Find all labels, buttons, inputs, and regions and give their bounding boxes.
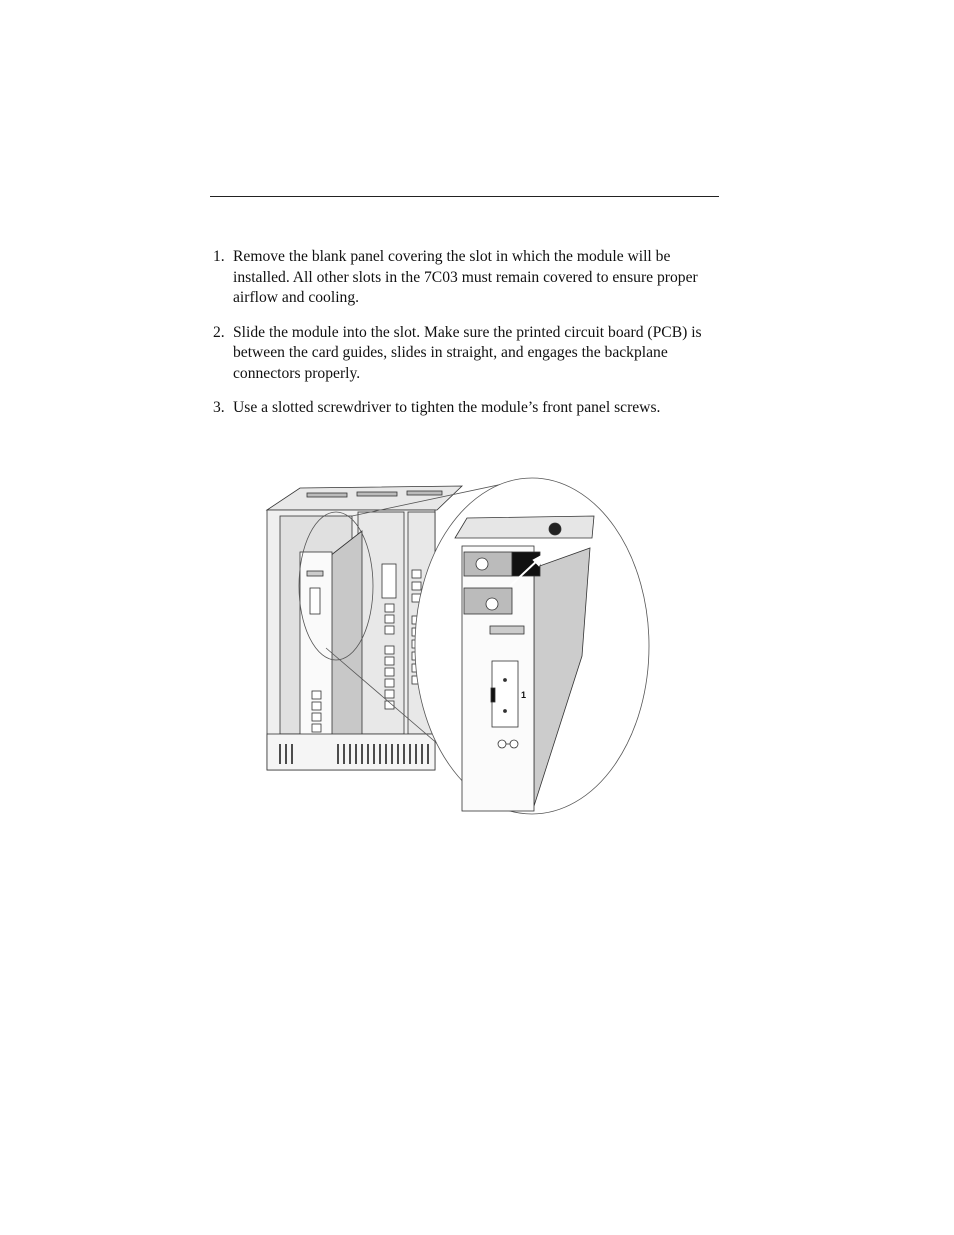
- step-text: Slide the module into the slot. Make sure the printed circuit board (PCB) is between the card guides, slides in straight, and engages the backplane connectors properly.: [233, 323, 702, 382]
- screw-head: [486, 598, 498, 610]
- card-guide-rail: [455, 516, 594, 538]
- step-text: Use a slotted screwdriver to tighten the module’s front panel screws.: [233, 399, 661, 416]
- chassis-vent: [357, 492, 397, 496]
- rail-screw: [549, 523, 561, 535]
- module-label-slot: [307, 571, 323, 576]
- callout-port-tab: [491, 688, 495, 702]
- step-3: [210, 398, 725, 419]
- callout-led: [504, 710, 507, 713]
- callout-port-window: [492, 661, 518, 727]
- module-window: [382, 564, 396, 598]
- callout-label-slot: [490, 626, 524, 634]
- screw-head: [476, 558, 488, 570]
- header-rule: [210, 196, 719, 197]
- step-number: 3.: [213, 399, 225, 416]
- slot-panel-middle: [358, 512, 404, 734]
- step-number: 2.: [213, 323, 225, 341]
- chassis-figure-svg: [262, 476, 654, 820]
- chassis-top: [267, 486, 462, 510]
- callout-link-indicator: [510, 740, 518, 748]
- callout-port-label: 1: [521, 690, 527, 700]
- module-install-illustration: [262, 476, 654, 820]
- step-2: [210, 323, 725, 385]
- module-port-window: [310, 588, 320, 614]
- callout-link-indicator: [498, 740, 506, 748]
- step-1: [210, 247, 725, 309]
- callout-led: [504, 679, 507, 682]
- chassis-vent: [407, 491, 442, 495]
- module-side: [330, 531, 362, 758]
- step-number: 1.: [213, 248, 225, 265]
- step-text: Remove the blank panel covering the slot in which the module will be installed. All other slots in the 7C03 must remain covered to ensure proper airflow and cooling.: [233, 248, 698, 306]
- chassis-vent: [307, 493, 347, 497]
- instruction-list: [210, 247, 725, 433]
